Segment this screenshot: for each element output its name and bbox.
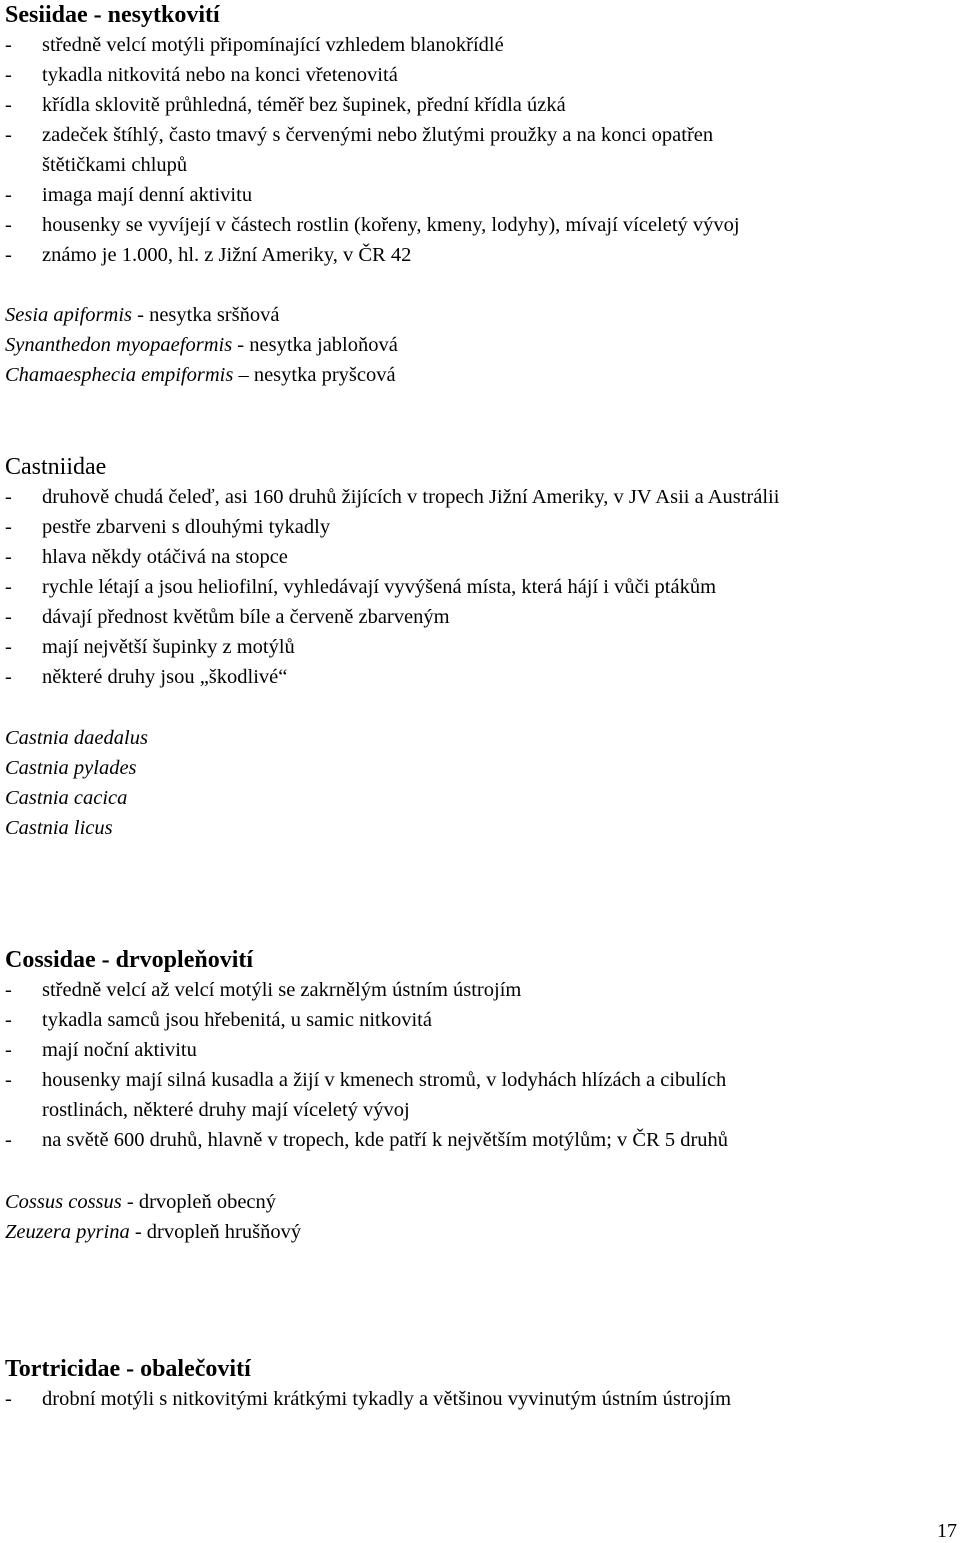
section-castniidae — [5, 452, 779, 692]
species-line — [5, 1217, 301, 1247]
heading-cossidae: Cossidae - drvopleňovití — [5, 947, 254, 973]
bullet-item: - dávají přednost květům bíle a červeně zbarveným — [5, 602, 779, 632]
bullet-dash: - — [5, 1009, 12, 1031]
bullet-dash: - — [5, 486, 12, 508]
bullet-dash: - — [5, 1388, 12, 1410]
bullet-item: - pestře zbarveni s dlouhými tykadly — [5, 512, 779, 542]
species-common-name: - drvopleň hrušňový — [129, 1221, 302, 1243]
species-common-name: - nesytka jabloňová — [232, 334, 398, 356]
bullet-item: - druhově chudá čeleď, asi 160 druhů žijících v tropech Jižní Ameriky, v JV Asii a Austrálii — [5, 482, 779, 512]
species-common-name: - drvopleň obecný — [121, 1191, 277, 1213]
heading-tortricidae: Tortricidae - obalečovití — [5, 1356, 251, 1382]
species-latin-name: Zeuzera pyrina — [5, 1221, 130, 1243]
species-latin-name: Synanthedon myopaeformis — [5, 334, 233, 356]
bullet-dash: - — [5, 34, 12, 56]
species-latin-name: Sesia apiformis — [5, 304, 132, 326]
bullet-dash: - — [5, 666, 12, 688]
page-number: 17 — [937, 1520, 957, 1542]
species-list-sesiidae — [5, 300, 398, 390]
bullet-item: - středně velcí motýli připomínající vzhledem blanokřídlé — [5, 30, 740, 60]
species-common-name: - nesytka sršňová — [132, 304, 280, 326]
bullet-item: - housenky se vyvíjejí v částech rostlin (kořeny, kmeny, lodyhy), mívají víceletý vývoj — [5, 210, 740, 240]
bullet-item: - tykadla samců jsou hřebenitá, u samic nitkovitá — [5, 1005, 728, 1035]
bullet-item: - některé druhy jsou „škodlivé“ — [5, 662, 779, 692]
bullet-dash: - — [5, 214, 12, 236]
species-line — [5, 330, 398, 360]
bullet-item: - imaga mají denní aktivitu — [5, 180, 740, 210]
bullet-dash: - — [5, 516, 12, 538]
bullet-item: - mají největší šupinky z motýlů — [5, 632, 779, 662]
species-line — [5, 300, 398, 330]
bullet-dash: - — [5, 1069, 12, 1091]
bullet-dash: - — [5, 184, 12, 206]
section-sesiidae — [5, 0, 740, 270]
bullet-continuation: rostlinách, některé druhy mají víceletý vývoj — [42, 1099, 410, 1121]
bullet-item: - středně velcí až velcí motýli se zakrnělým ústním ústrojím — [5, 975, 728, 1005]
bullet-dash: - — [5, 576, 12, 598]
bullet-dash: - — [5, 94, 12, 116]
species-latin-name: Castnia licus — [5, 817, 113, 839]
heading-sesiidae: Sesiidae - nesytkovití — [5, 2, 220, 28]
bullet-dash: - — [5, 606, 12, 628]
bullet-item: - tykadla nitkovitá nebo na konci vřetenovitá — [5, 60, 740, 90]
species-list-cossidae — [5, 1187, 301, 1247]
bullet-item: - křídla sklovitě průhledná, téměř bez šupinek, přední křídla úzká — [5, 90, 740, 120]
bullet-continuation: štětičkami chlupů — [42, 154, 188, 176]
bullet-dash: - — [5, 124, 12, 146]
species-line — [5, 1187, 301, 1217]
species-latin-name: Castnia daedalus — [5, 727, 148, 749]
bullet-dash: - — [5, 636, 12, 658]
bullet-dash: - — [5, 244, 12, 266]
bullet-item: - mají noční aktivitu — [5, 1035, 728, 1065]
species-line — [5, 360, 398, 390]
bullet-item: - rychle létají a jsou heliofilní, vyhledávají vyvýšená místa, která hájí i vůči ptákům — [5, 572, 779, 602]
species-latin-name: Chamaesphecia empiformis — [5, 364, 234, 386]
species-common-name: – nesytka pryšcová — [233, 364, 396, 386]
section-cossidae — [5, 945, 728, 1155]
species-latin-name: Castnia pylades — [5, 757, 137, 779]
bullet-item: - na světě 600 druhů, hlavně v tropech, kde patří k největším motýlům; v ČR 5 druhů — [5, 1125, 728, 1155]
bullet-item: - známo je 1.000, hl. z Jižní Ameriky, v ČR 42 — [5, 240, 740, 270]
section-tortricidae — [5, 1354, 731, 1414]
bullet-dash: - — [5, 64, 12, 86]
heading-castniidae: Castniidae — [5, 454, 107, 480]
bullet-item: - housenky mají silná kusadla a žijí v kmenech stromů, v lodyhách hlízách a cibulích — [5, 1065, 728, 1095]
bullet-dash: - — [5, 979, 12, 1001]
bullet-dash: - — [5, 546, 12, 568]
bullet-item: - zadeček štíhlý, často tmavý s červenými nebo žlutými proužky a na konci opatřen — [5, 120, 740, 150]
bullet-item: - hlava někdy otáčivá na stopce — [5, 542, 779, 572]
bullet-item: - drobní motýli s nitkovitými krátkými tykadly a většinou vyvinutým ústním ústrojím — [5, 1384, 731, 1414]
species-list-castniidae — [5, 723, 148, 843]
species-latin-name: Cossus cossus — [5, 1191, 122, 1213]
species-latin-name: Castnia cacica — [5, 787, 128, 809]
bullet-dash: - — [5, 1129, 12, 1151]
bullet-dash: - — [5, 1039, 12, 1061]
